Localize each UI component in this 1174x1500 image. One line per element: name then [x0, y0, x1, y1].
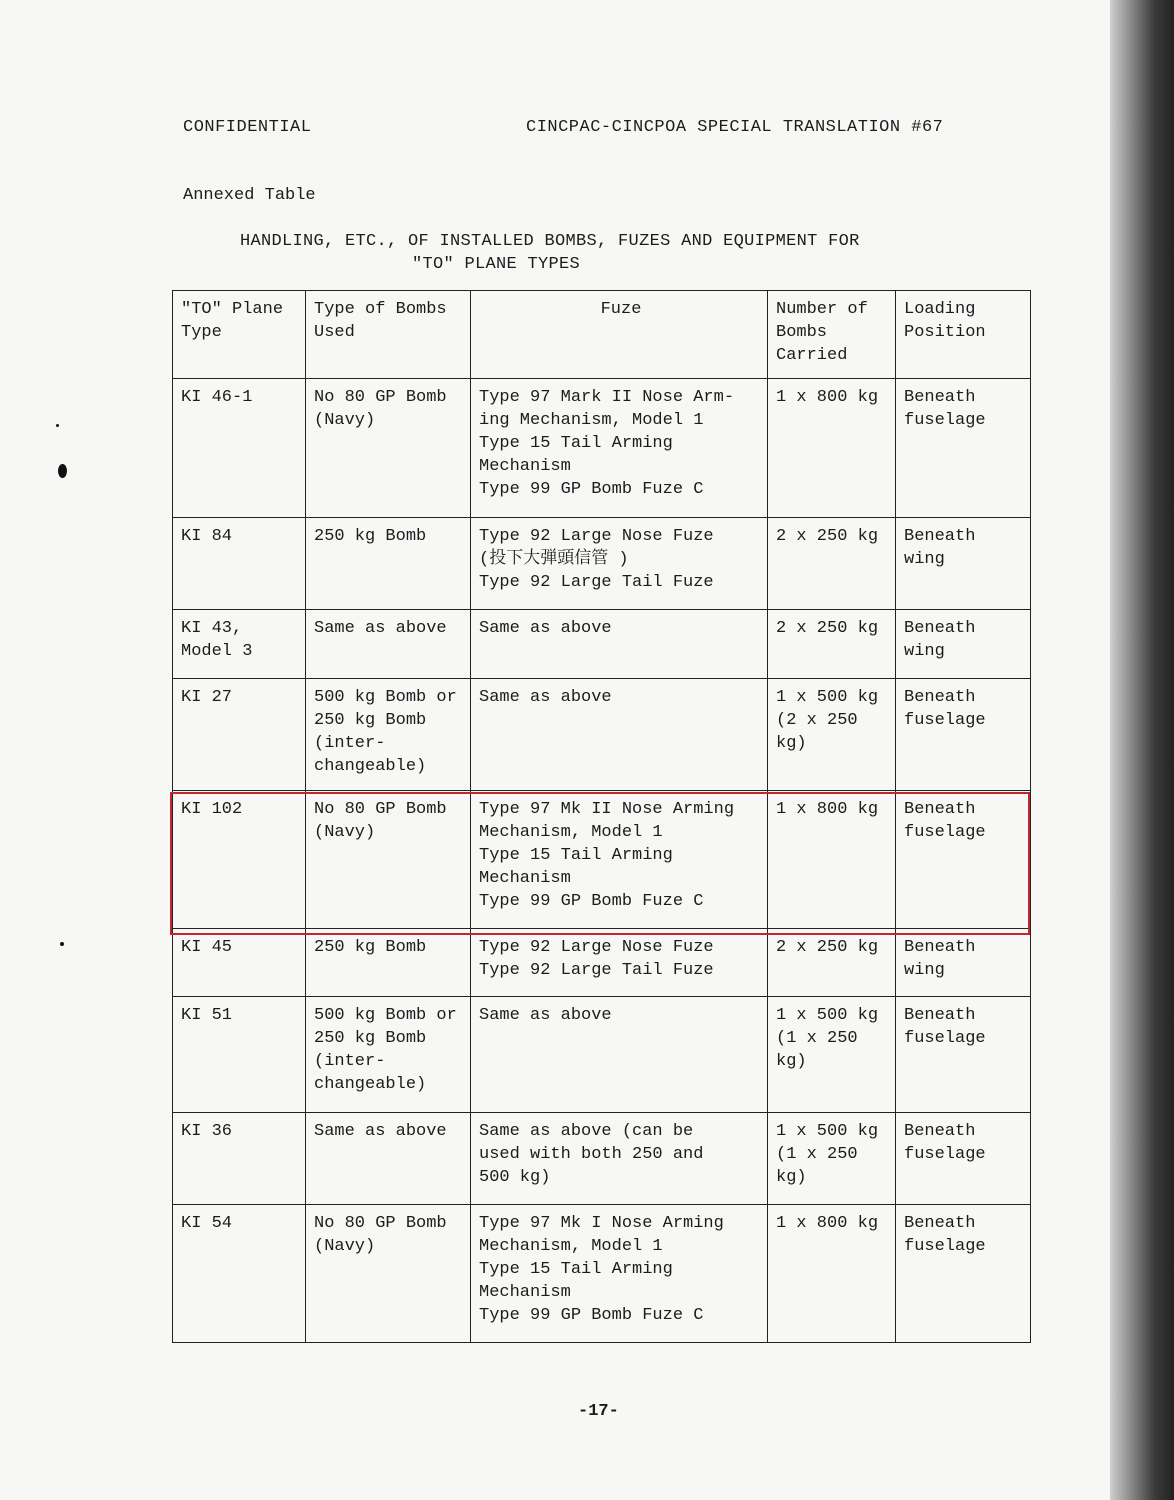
cell-bombs: No 80 GP Bomb (Navy) — [306, 791, 471, 929]
cell-fuze: Same as above — [471, 610, 768, 679]
cell-position: Beneath wing — [896, 929, 1031, 997]
table-row — [173, 610, 1031, 679]
cell-plane: KI 27 — [173, 679, 306, 791]
cell-bombs: 250 kg Bomb — [306, 929, 471, 997]
cell-plane: KI 84 — [173, 518, 306, 610]
column-header-fuze: Fuze — [471, 291, 768, 379]
cell-position: Beneath fuselage — [896, 997, 1031, 1113]
cell-bombs: 250 kg Bomb — [306, 518, 471, 610]
table-title-line-2: "TO" PLANE TYPES — [412, 255, 581, 274]
table-title-line-1: HANDLING, ETC., OF INSTALLED BOMBS, FUZES AND EQUIPMENT FOR — [240, 232, 860, 251]
cell-position: Beneath fuselage — [896, 1113, 1031, 1205]
table-header-row — [173, 291, 1031, 379]
classification-label: CONFIDENTIAL — [183, 118, 312, 137]
cell-plane: KI 54 — [173, 1205, 306, 1343]
cell-position: Beneath wing — [896, 518, 1031, 610]
cell-bombs: Same as above — [306, 610, 471, 679]
cell-position: Beneath fuselage — [896, 379, 1031, 518]
cell-bombs: 500 kg Bomb or 250 kg Bomb (inter-changeable) — [306, 679, 471, 791]
cell-position: Beneath fuselage — [896, 1205, 1031, 1343]
cell-bombs: No 80 GP Bomb (Navy) — [306, 1205, 471, 1343]
cell-plane: KI 46-1 — [173, 379, 306, 518]
cell-number: 1 x 800 kg — [768, 791, 896, 929]
scan-edge-shadow — [1110, 0, 1174, 1500]
column-header-bombs: Type of Bombs Used — [306, 291, 471, 379]
cell-fuze: Type 97 Mk II Nose Arming Mechanism, Model 1 Type 15 Tail Arming Mechanism Type 99 GP Bomb Fuze C — [471, 791, 768, 929]
scan-speck — [58, 464, 67, 478]
cell-fuze: Type 97 Mark II Nose Arm- ing Mechanism, Model 1 Type 15 Tail Arming Mechanism Type 99 GP Bomb Fuze C — [471, 379, 768, 518]
cell-fuze: Type 92 Large Nose Fuze Type 92 Large Tail Fuze — [471, 929, 768, 997]
cell-fuze: Same as above — [471, 679, 768, 791]
table-row — [173, 379, 1031, 518]
document-id: CINCPAC-CINCPOA SPECIAL TRANSLATION #67 — [526, 118, 944, 137]
cell-bombs: No 80 GP Bomb (Navy) — [306, 379, 471, 518]
table-row-highlighted — [173, 791, 1031, 929]
annex-label: Annexed Table — [183, 186, 316, 205]
cell-number: 1 x 800 kg — [768, 1205, 896, 1343]
table-row — [173, 997, 1031, 1113]
table-row — [173, 1113, 1031, 1205]
cell-number: 1 x 800 kg — [768, 379, 896, 518]
cell-plane: KI 51 — [173, 997, 306, 1113]
cell-plane: KI 43, Model 3 — [173, 610, 306, 679]
cell-fuze: Same as above (can be used with both 250 and 500 kg) — [471, 1113, 768, 1205]
cell-number: 2 x 250 kg — [768, 929, 896, 997]
cell-plane: KI 45 — [173, 929, 306, 997]
cell-fuze: Type 97 Mk I Nose Arming Mechanism, Model 1 Type 15 Tail Arming Mechanism Type 99 GP Bomb Fuze C — [471, 1205, 768, 1343]
cell-fuze: Type 92 Large Nose Fuze (投下大弾頭信管 ) Type 92 Large Tail Fuze — [471, 518, 768, 610]
cell-position: Beneath wing — [896, 610, 1031, 679]
bomb-table — [172, 290, 1031, 1343]
scan-speck — [56, 424, 59, 427]
cell-number: 1 x 500 kg (2 x 250 kg) — [768, 679, 896, 791]
cell-plane: KI 36 — [173, 1113, 306, 1205]
table-row — [173, 679, 1031, 791]
cell-bombs: Same as above — [306, 1113, 471, 1205]
cell-number: 1 x 500 kg (1 x 250 kg) — [768, 1113, 896, 1205]
cell-number: 2 x 250 kg — [768, 518, 896, 610]
cell-number: 1 x 500 kg (1 x 250 kg) — [768, 997, 896, 1113]
cell-position: Beneath fuselage — [896, 791, 1031, 929]
table-row — [173, 1205, 1031, 1343]
cell-fuze: Same as above — [471, 997, 768, 1113]
scan-speck — [60, 942, 64, 946]
page-number: -17- — [578, 1402, 619, 1421]
cell-bombs: 500 kg Bomb or 250 kg Bomb (inter-changeable) — [306, 997, 471, 1113]
cell-number: 2 x 250 kg — [768, 610, 896, 679]
table-row — [173, 518, 1031, 610]
column-header-position: Loading Position — [896, 291, 1031, 379]
column-header-plane: "TO" Plane Type — [173, 291, 306, 379]
cell-plane: KI 102 — [173, 791, 306, 929]
column-header-number: Number of Bombs Carried — [768, 291, 896, 379]
table-row — [173, 929, 1031, 997]
cell-position: Beneath fuselage — [896, 679, 1031, 791]
